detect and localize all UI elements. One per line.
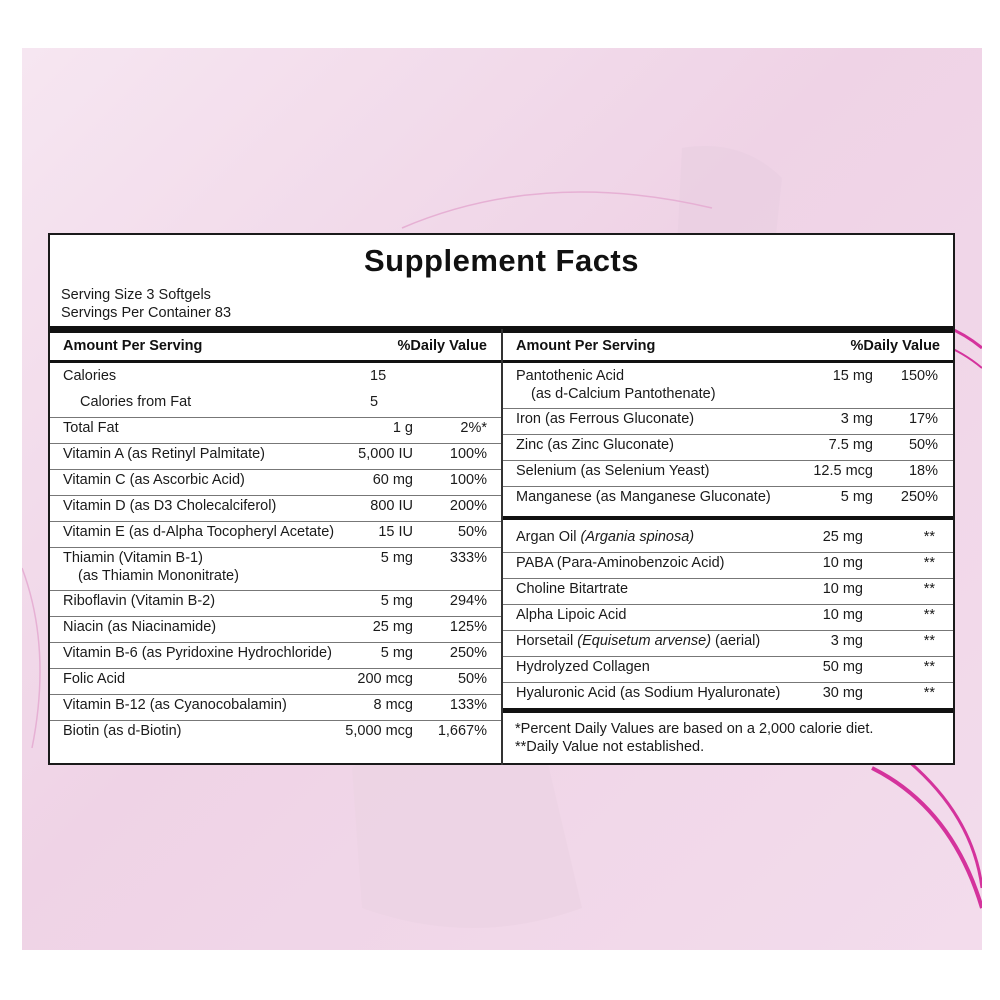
nutrient-name: Biotin (as d-Biotin) (63, 723, 182, 739)
nutrient-name: Vitamin E (as d-Alpha Tocopheryl Acetate) (63, 524, 335, 540)
nutrient-subname: (as Thiamin Mononitrate) (78, 568, 239, 584)
ingredient-amount: 10 mg (822, 607, 863, 623)
ingredient-amount: 3 mg (830, 633, 863, 649)
ingredient-daily-value: ** (923, 529, 935, 545)
nutrient-name: Manganese (as Manganese Gluconate) (516, 489, 771, 505)
nutrient-amount: 5,000 IU (358, 446, 413, 462)
row-divider (50, 694, 501, 695)
nutrient-amount: 1 g (392, 420, 413, 436)
nutrient-amount: 5 mg (380, 645, 413, 661)
nutrient-daily-value: 50% (457, 671, 487, 687)
ingredient-name (516, 659, 650, 675)
nutrient-daily-value: 17% (908, 411, 938, 427)
nutrient-amount: 8 mcg (373, 697, 413, 713)
supplement-facts-panel (48, 233, 955, 765)
daily-value-header: %Daily Value (397, 338, 487, 354)
header-underline (503, 360, 953, 363)
ingredient-name-part: Horsetail (516, 633, 578, 649)
group-separator (503, 516, 953, 520)
nutrient-name: Iron (as Ferrous Gluconate) (516, 411, 695, 427)
amount-header: Amount Per Serving (516, 338, 656, 354)
row-divider (50, 590, 501, 591)
nutrient-name: Vitamin B-6 (as Pyridoxine Hydrochloride) (63, 645, 332, 661)
nutrient-daily-value: 100% (449, 472, 487, 488)
row-divider (50, 443, 501, 444)
ingredient-daily-value: ** (923, 555, 935, 571)
ingredient-latin-name: (Argania spinosa) (580, 529, 695, 545)
nutrient-daily-value: 2%* (460, 420, 487, 436)
row-divider (503, 630, 953, 631)
row-divider (503, 434, 953, 435)
ingredient-amount: 10 mg (822, 581, 863, 597)
ingredient-name-part: Choline Bitartrate (516, 581, 629, 597)
nutrient-daily-value: 125% (449, 619, 487, 635)
nutrient-amount: 25 mg (372, 619, 413, 635)
servings-per-container: Servings Per Container 83 (61, 305, 232, 321)
ingredient-name-part: PABA (Para-Aminobenzoic Acid) (516, 555, 725, 571)
nutrient-amount: 5,000 mcg (345, 723, 413, 739)
row-divider (50, 720, 501, 721)
daily-value-header: %Daily Value (850, 338, 940, 354)
nutrient-amount: 5 mg (380, 593, 413, 609)
nutrient-name: Calories (63, 368, 117, 384)
nutrient-daily-value: 133% (449, 697, 487, 713)
row-divider (50, 642, 501, 643)
row-divider (50, 417, 501, 418)
ingredient-name (516, 581, 628, 597)
nutrient-amount: 5 (370, 394, 379, 410)
nutrient-amount: 3 mg (840, 411, 873, 427)
ingredient-daily-value: ** (923, 607, 935, 623)
nutrient-amount: 15 IU (378, 524, 413, 540)
row-divider (503, 604, 953, 605)
serving-size: Serving Size 3 Softgels (61, 287, 211, 303)
footnote-daily-value-not-established: **Daily Value not established. (515, 739, 705, 755)
nutrient-name: Vitamin B-12 (as Cyanocobalamin) (63, 697, 287, 713)
ingredient-daily-value: ** (923, 659, 935, 675)
nutrient-daily-value: 333% (449, 550, 487, 566)
nutrient-amount: 5 mg (380, 550, 413, 566)
row-divider (50, 616, 501, 617)
row-divider (50, 547, 501, 548)
row-divider (50, 521, 501, 522)
footnote-percent-daily-values: *Percent Daily Values are based on a 2,000 calorie diet. (515, 721, 874, 737)
nutrient-amount: 5 mg (840, 489, 873, 505)
ingredient-amount: 30 mg (822, 685, 863, 701)
nutrient-amount: 15 mg (832, 368, 873, 384)
nutrient-amount: 800 IU (370, 498, 413, 514)
ingredient-name (516, 529, 694, 545)
nutrient-amount: 60 mg (372, 472, 413, 488)
ingredient-name (516, 555, 724, 571)
ingredient-daily-value: ** (923, 633, 935, 649)
ingredient-name-part: Argan Oil (516, 529, 581, 545)
row-divider (50, 668, 501, 669)
nutrient-daily-value: 18% (908, 463, 938, 479)
nutrient-amount: 12.5 mcg (813, 463, 873, 479)
nutrient-daily-value: 200% (449, 498, 487, 514)
amount-header: Amount Per Serving (63, 338, 203, 354)
right-column (503, 333, 953, 765)
nutrient-daily-value: 50% (457, 524, 487, 540)
row-divider (503, 486, 953, 487)
ingredient-daily-value: ** (923, 685, 935, 701)
nutrient-amount: 200 mcg (357, 671, 413, 687)
nutrient-name: Folic Acid (63, 671, 126, 687)
row-divider (50, 495, 501, 496)
nutrient-amount: 15 (370, 368, 387, 384)
left-column (50, 333, 501, 765)
row-divider (503, 578, 953, 579)
nutrient-name: Selenium (as Selenium Yeast) (516, 463, 710, 479)
footnote-separator (503, 708, 953, 713)
ingredient-name (516, 685, 780, 701)
ingredient-name (516, 607, 626, 623)
nutrient-daily-value: 100% (449, 446, 487, 462)
nutrient-name: Niacin (as Niacinamide) (63, 619, 217, 635)
row-divider (503, 682, 953, 683)
nutrient-daily-value: 250% (449, 645, 487, 661)
ingredient-amount: 10 mg (822, 555, 863, 571)
ingredient-name-part: Hydrolyzed Collagen (516, 659, 650, 675)
nutrient-daily-value: 250% (900, 489, 938, 505)
row-divider (503, 408, 953, 409)
nutrient-name: Riboflavin (Vitamin B-2) (63, 593, 216, 609)
nutrient-name: Vitamin A (as Retinyl Palmitate) (63, 446, 266, 462)
nutrient-daily-value: 150% (900, 368, 938, 384)
ingredient-amount: 50 mg (822, 659, 863, 675)
ingredient-daily-value: ** (923, 581, 935, 597)
nutrient-subname: (as d-Calcium Pantothenate) (531, 386, 716, 402)
nutrient-name: Calories from Fat (80, 394, 192, 410)
header-underline (50, 360, 501, 363)
nutrient-name: Zinc (as Zinc Gluconate) (516, 437, 674, 453)
row-divider (50, 469, 501, 470)
nutrient-daily-value: 1,667% (437, 723, 487, 739)
nutrient-name: Thiamin (Vitamin B-1) (63, 550, 203, 566)
nutrient-daily-value: 50% (908, 437, 938, 453)
nutrient-name: Total Fat (63, 420, 119, 436)
nutrient-name: Pantothenic Acid (516, 368, 625, 384)
nutrient-name: Vitamin C (as Ascorbic Acid) (63, 472, 245, 488)
row-divider (503, 656, 953, 657)
ingredient-amount: 25 mg (822, 529, 863, 545)
ingredient-name-part: (aerial) (711, 633, 761, 649)
row-divider (503, 552, 953, 553)
ingredient-name-part: Hyaluronic Acid (as Sodium Hyaluronate) (516, 685, 781, 701)
nutrient-name: Vitamin D (as D3 Cholecalciferol) (63, 498, 277, 514)
ingredient-name-part: Alpha Lipoic Acid (516, 607, 627, 623)
ingredient-latin-name: (Equisetum arvense) (577, 633, 712, 649)
nutrient-amount: 7.5 mg (828, 437, 873, 453)
nutrient-daily-value: 294% (449, 593, 487, 609)
ingredient-name (516, 633, 760, 649)
row-divider (503, 460, 953, 461)
panel-title: Supplement Facts (364, 243, 639, 278)
